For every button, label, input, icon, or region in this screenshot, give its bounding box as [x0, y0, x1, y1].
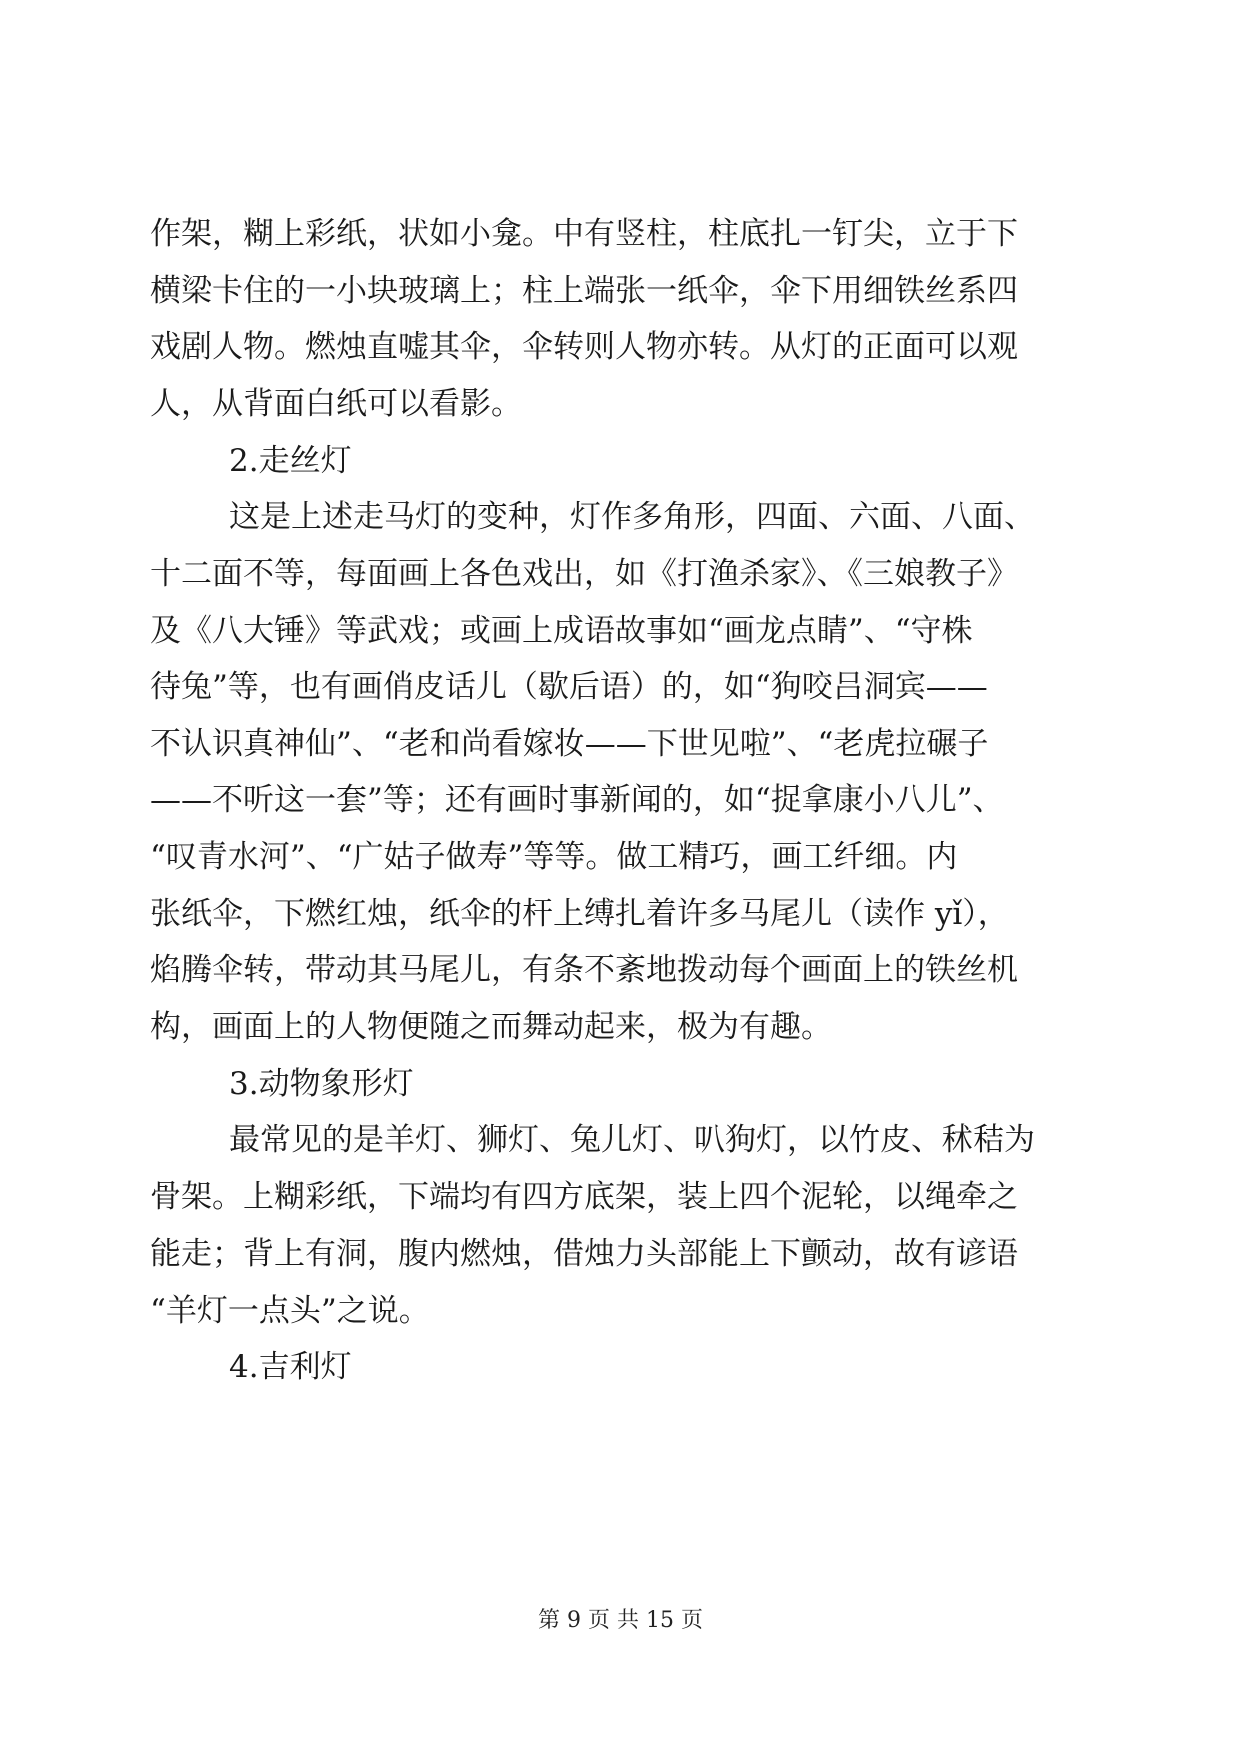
text-line [0, 775, 1241, 825]
line-text: 及《八大锤》等武戏；或画上成语故事如“画龙点睛”、“守株 [150, 613, 973, 649]
heading-text: 3.动物象形灯 [229, 1066, 414, 1102]
heading-text: 2.走丝灯 [229, 443, 352, 479]
text-line [0, 945, 1241, 995]
line-text: 作架，糊上彩纸，状如小龛。中有竖柱，柱底扎一钉尖，立于下 [150, 216, 1018, 252]
line-text: 人，从背面白纸可以看影。 [150, 386, 522, 422]
line-text: 十二面不等，每面画上各色戏出，如《打渔杀家》、《三娘教子》 [150, 556, 1018, 592]
text-line [0, 662, 1241, 712]
text-line [0, 606, 1241, 656]
line-text: 横梁卡住的一小块玻璃上；柱上端张一纸伞，伞下用细铁丝系四 [150, 273, 1018, 309]
section-heading [0, 1059, 1241, 1109]
section-heading [0, 1342, 1241, 1392]
heading-text: 4.吉利灯 [229, 1349, 352, 1385]
line-text: 待兔”等，也有画俏皮话儿（歇后语）的，如“狗咬吕洞宾—— [150, 669, 988, 705]
line-text: 焰腾伞转，带动其马尾儿，有条不紊地拨动每个画面上的铁丝机 [150, 952, 1018, 988]
line-text: 最常见的是羊灯、狮灯、兔儿灯、叭狗灯，以竹皮、秫秸为 [229, 1122, 1035, 1158]
line-text: “羊灯一点头”之说。 [150, 1293, 430, 1329]
line-text: 这是上述走马灯的变种，灯作多角形，四面、六面、八面、 [229, 499, 1035, 535]
text-line [0, 379, 1241, 429]
line-text: ——不听这一套”等；还有画时事新闻的，如“捉拿康小八儿”、 [150, 782, 1004, 818]
line-text: 骨架。上糊彩纸，下端均有四方底架，装上四个泥轮，以绳牵之 [150, 1179, 1018, 1215]
text-line [0, 1229, 1241, 1279]
text-line [0, 1286, 1241, 1336]
text-line [0, 832, 1241, 882]
text-line [0, 1115, 1241, 1165]
text-line [0, 889, 1241, 939]
text-line [0, 719, 1241, 769]
line-text: 能走；背上有洞，腹内燃烛，借烛力头部能上下颤动，故有谚语 [150, 1236, 1018, 1272]
text-line [0, 266, 1241, 316]
line-text: 不认识真神仙”、“老和尚看嫁妆——下世见啦”、“老虎拉碾子 [150, 726, 989, 762]
line-text: 戏剧人物。燃烛直嘘其伞，伞转则人物亦转。从灯的正面可以观 [150, 329, 1018, 365]
line-text: “叹青水河”、“广姑子做寿”等等。做工精巧，画工纤细。内 [150, 839, 958, 875]
text-line [0, 549, 1241, 599]
line-text: 构，画面上的人物便随之而舞动起来，极为有趣。 [150, 1009, 832, 1045]
text-line [0, 322, 1241, 372]
page-footer [0, 1606, 1241, 1636]
line-text: 张纸伞，下燃红烛，纸伞的杆上缚扎着许多马尾儿（读作 yǐ）， [150, 896, 1009, 932]
text-line [0, 1002, 1241, 1052]
page-number-label: 第 9 页 共 15 页 [538, 1608, 703, 1633]
section-heading [0, 436, 1241, 486]
text-line [0, 1172, 1241, 1222]
text-line [0, 492, 1241, 542]
text-line [0, 209, 1241, 259]
